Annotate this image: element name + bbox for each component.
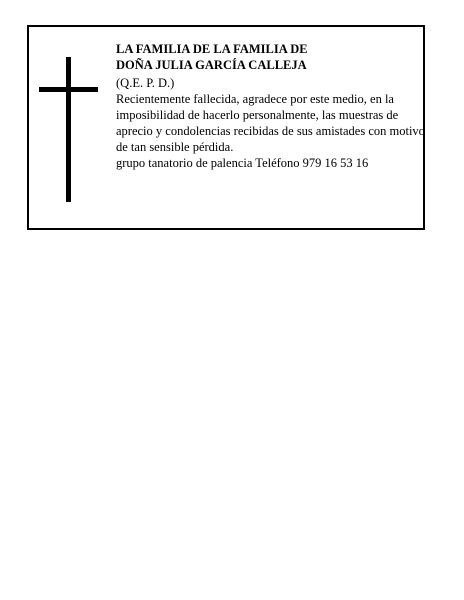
rip-text: (Q.E. P. D.) — [116, 76, 175, 90]
notice-text — [116, 41, 426, 171]
contact-line: grupo tanatorio de palencia Teléfono 979 16 53 16 — [116, 156, 369, 170]
thanks-message: Recientemente fallecida, agradece por este medio, en la imposibilidad de hacerlo personalmente, las muestras de aprecio y condolencias recibidas de sus amistades con motivo de tan sensible pérdida. — [116, 92, 425, 154]
deceased-name: DOÑA JULIA GARCÍA CALLEJA — [116, 58, 307, 72]
family-heading: LA FAMILIA DE LA FAMILIA DE — [116, 42, 308, 56]
cross-horizontal-bar — [39, 87, 98, 92]
cross-icon — [39, 57, 99, 202]
obituary-notice — [27, 25, 425, 230]
cross-vertical-bar — [66, 57, 71, 202]
